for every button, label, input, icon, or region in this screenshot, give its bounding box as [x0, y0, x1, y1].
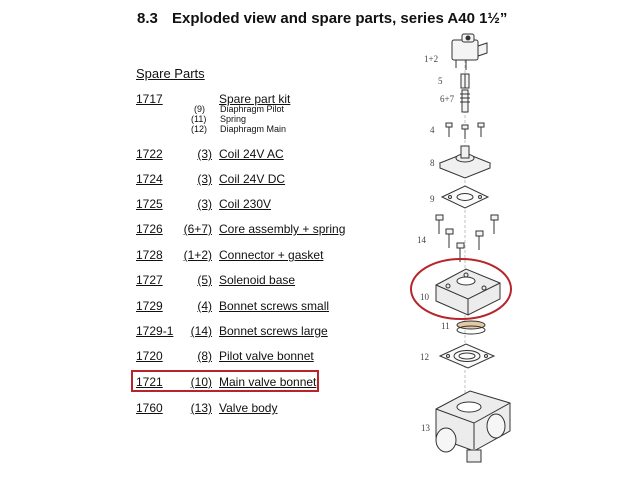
item-number: (8) — [197, 349, 212, 363]
part-description: Valve body — [219, 401, 278, 415]
kit-item-number: (12) — [191, 124, 208, 134]
valve-body-part — [436, 391, 510, 462]
pilot-bonnet-part — [440, 146, 490, 178]
part-number: 1717 — [136, 92, 163, 106]
part-description: Bonnet screws large — [219, 324, 328, 338]
part-number: 1729-1 — [136, 324, 174, 338]
kit-item-description: Diaphragm Pilot — [220, 104, 285, 114]
main-bonnet-part — [436, 269, 500, 315]
spare-parts-title: Spare Parts — [136, 66, 205, 81]
item-number: (13) — [190, 401, 212, 415]
part-description: Coil 230V — [219, 197, 272, 211]
kit-item-description: Diaphragm Main — [220, 124, 287, 134]
item-number: (6+7) — [183, 222, 212, 236]
callout-label: 11 — [441, 321, 450, 331]
section-title: Exploded view and spare parts, series A40 1½” — [172, 10, 508, 27]
connector-part — [452, 34, 487, 70]
part-description: Coil 24V DC — [219, 172, 286, 186]
part-number: 1720 — [136, 349, 163, 363]
kit-item-description: Spring — [220, 114, 247, 124]
item-number: (1+2) — [183, 248, 212, 262]
diaphragm-main-part — [440, 344, 494, 368]
large-screws-part — [436, 215, 498, 262]
part-description: Pilot valve bonnet — [219, 349, 314, 363]
part-number: 1725 — [136, 197, 163, 211]
callout-label: 4 — [430, 125, 435, 135]
part-number: 1724 — [136, 172, 163, 186]
part-description: Connector + gasket — [219, 248, 324, 262]
part-description: Solenoid base — [219, 273, 296, 287]
part-number: 1722 — [136, 147, 163, 161]
item-number: (3) — [197, 172, 212, 186]
item-number: (4) — [197, 299, 212, 313]
item-number: (3) — [197, 197, 212, 211]
core-assembly-part — [460, 90, 470, 112]
item-number: (14) — [190, 324, 212, 338]
part-number: 1728 — [136, 248, 163, 262]
callout-label: 14 — [417, 235, 426, 245]
item-number: (10) — [190, 375, 212, 389]
callout-label: 8 — [430, 158, 435, 168]
part-description: Bonnet screws small — [219, 299, 330, 313]
kit-item-number: (9) — [194, 104, 205, 114]
callout-label: 12 — [420, 352, 429, 362]
callout-label: 9 — [430, 194, 435, 204]
part-description: Coil 24V AC — [219, 147, 284, 161]
item-number: (3) — [197, 147, 212, 161]
callout-label: 6+7 — [440, 94, 455, 104]
part-number: 1726 — [136, 222, 163, 236]
callout-label: 1+2 — [424, 54, 439, 64]
solenoid-base-part — [461, 74, 469, 88]
part-number: 1721 — [136, 375, 163, 389]
section-number: 8.3 — [137, 10, 158, 27]
callout-label: 5 — [438, 76, 443, 86]
part-description: Main valve bonnet — [219, 375, 317, 389]
part-description: Core assembly + spring — [219, 222, 346, 236]
callout-label: 13 — [421, 423, 430, 433]
kit-item-number: (11) — [191, 114, 207, 124]
diaphragm-pilot-part — [442, 186, 488, 208]
item-number: (5) — [197, 273, 212, 287]
part-description: Spare part kit — [219, 92, 291, 106]
small-screws-part — [446, 123, 484, 139]
part-number: 1760 — [136, 401, 163, 415]
callout-label: 10 — [420, 292, 429, 302]
spring-part — [457, 321, 485, 334]
part-number: 1729 — [136, 299, 163, 313]
part-number: 1727 — [136, 273, 163, 287]
